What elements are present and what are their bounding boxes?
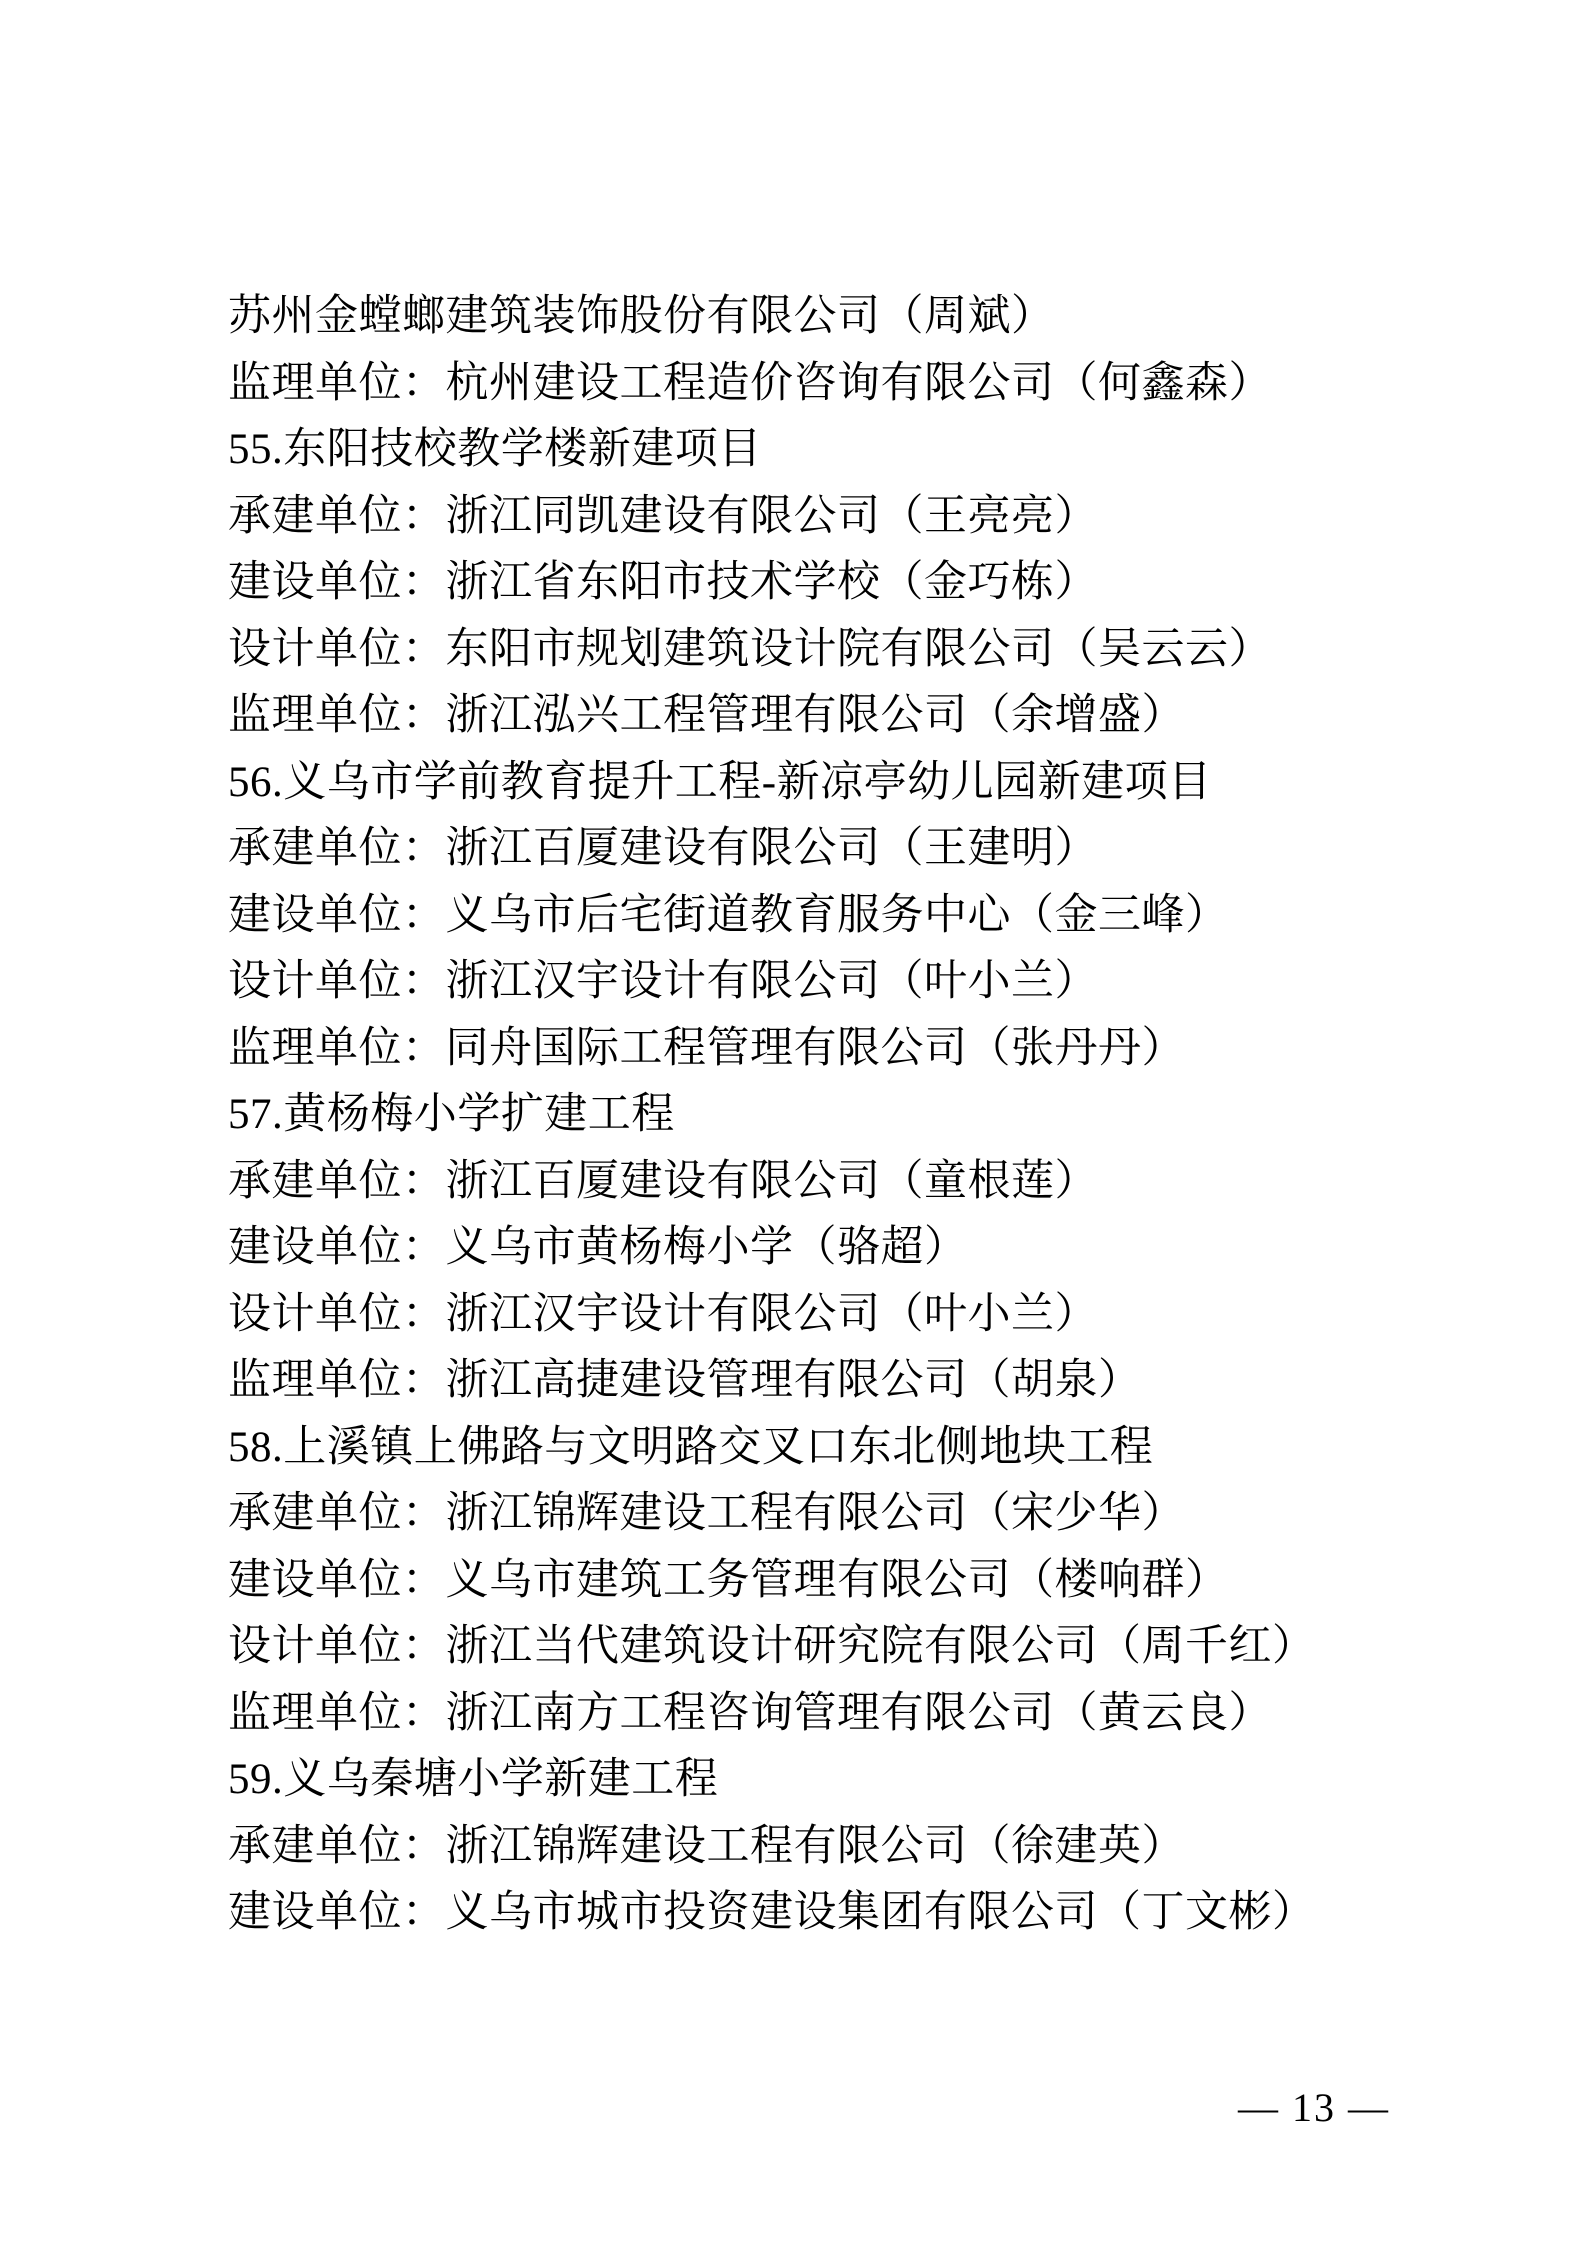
project-58-owner-line: 建设单位：义乌市建筑工务管理有限公司（楼响群）	[228, 1556, 1229, 1604]
project-59-owner-line: 建设单位：义乌市城市投资建设集团有限公司（丁文彬）	[228, 1889, 1316, 1936]
project-55-title: 55.东阳技校教学楼新建项目	[228, 426, 762, 473]
page-number: — 13 —	[1238, 2085, 1390, 2130]
project-58-title: 58.上溪镇上佛路与文明路交叉口东北侧地块工程	[228, 1423, 1154, 1471]
project-57-designer-line: 设计单位：浙江汉宇设计有限公司（叶小兰）	[228, 1290, 1098, 1338]
project-57-owner-line: 建设单位：义乌市黄杨梅小学（骆超）	[228, 1224, 968, 1271]
project-55-designer-line: 设计单位：东阳市规划建筑设计院有限公司（吴云云）	[228, 625, 1272, 673]
project-55-supervisor-line: 监理单位：浙江泓兴工程管理有限公司（余增盛）	[228, 692, 1185, 739]
project-56-title: 56.义乌市学前教育提升工程-新凉亭幼儿园新建项目	[228, 758, 1212, 806]
project-58-contractor-line: 承建单位：浙江锦辉建设工程有限公司（宋少华）	[228, 1490, 1185, 1537]
project-58-supervisor-line: 监理单位：浙江南方工程咨询管理有限公司（黄云良）	[228, 1689, 1272, 1737]
project-56-contractor-line: 承建单位：浙江百厦建设有限公司（王建明）	[228, 825, 1098, 872]
document-body	[228, 284, 1448, 1947]
project-57-contractor-line: 承建单位：浙江百厦建设有限公司（童根莲）	[228, 1157, 1098, 1205]
project-56-designer-line: 设计单位：浙江汉宇设计有限公司（叶小兰）	[228, 958, 1098, 1005]
project-57-supervisor-line: 监理单位：浙江高捷建设管理有限公司（胡泉）	[228, 1357, 1142, 1404]
carryover-contractor-line: 苏州金螳螂建筑装饰股份有限公司（周斌）	[228, 293, 1055, 340]
project-55-owner-line: 建设单位：浙江省东阳市技术学校（金巧栋）	[228, 559, 1098, 606]
project-55-contractor-line: 承建单位：浙江同凯建设有限公司（王亮亮）	[228, 492, 1098, 540]
project-56-supervisor-line: 监理单位：同舟国际工程管理有限公司（张丹丹）	[228, 1024, 1185, 1072]
project-57-title: 57.黄杨梅小学扩建工程	[228, 1091, 675, 1138]
project-59-title: 59.义乌秦塘小学新建工程	[228, 1756, 719, 1803]
carryover-supervisor-line: 监理单位：杭州建设工程造价咨询有限公司（何鑫森）	[228, 359, 1272, 407]
project-59-contractor-line: 承建单位：浙江锦辉建设工程有限公司（徐建英）	[228, 1822, 1185, 1870]
project-56-owner-line: 建设单位：义乌市后宅街道教育服务中心（金三峰）	[228, 891, 1229, 939]
project-58-designer-line: 设计单位：浙江当代建筑设计研究院有限公司（周千红）	[228, 1623, 1316, 1670]
